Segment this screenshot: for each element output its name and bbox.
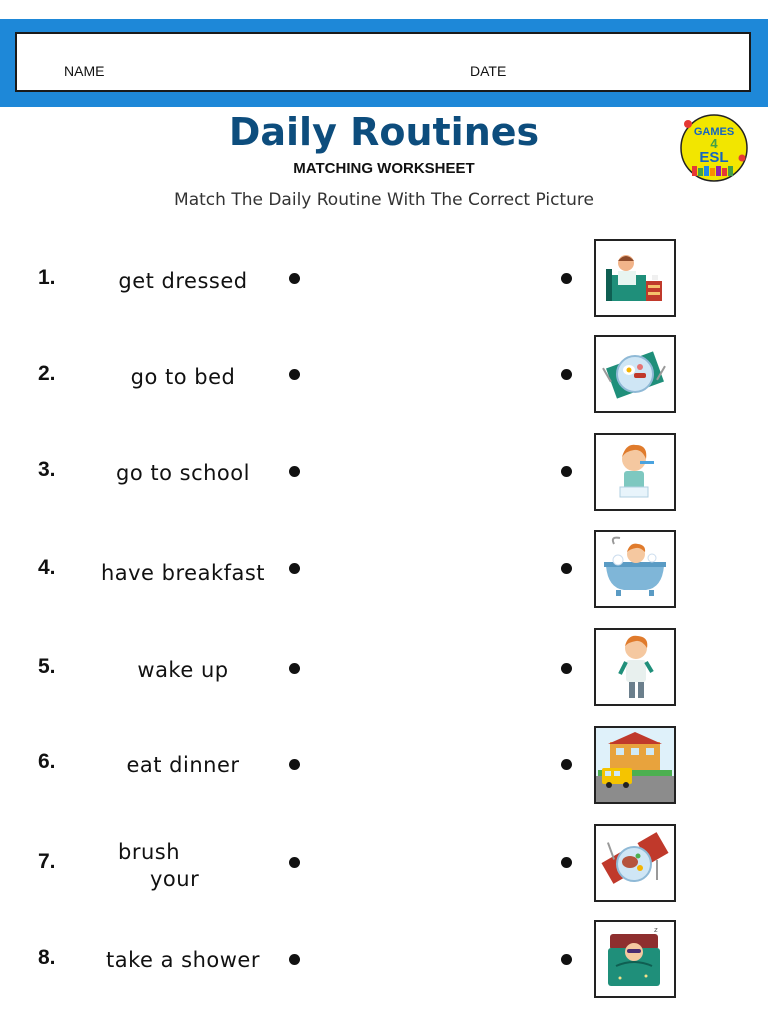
breakfast-plate-icon — [594, 335, 676, 413]
man-in-bed-icon — [594, 239, 676, 317]
dinner-plate-icon — [594, 824, 676, 902]
left-match-dot[interactable] — [289, 954, 300, 965]
name-date-box — [15, 32, 751, 92]
right-match-dot[interactable] — [561, 663, 572, 674]
item-phrase: take a shower — [106, 948, 260, 972]
item-number: 3. — [38, 458, 56, 481]
item-number: 7. — [38, 850, 56, 873]
item-number: 2. — [38, 362, 56, 385]
instructions: Match The Daily Routine With The Correct Picture — [174, 190, 594, 210]
item-number: 4. — [38, 556, 56, 579]
item-phrase-line1: brush — [118, 840, 181, 864]
right-match-dot[interactable] — [561, 369, 572, 380]
date-label: DATE — [470, 63, 507, 79]
boy-getting-dressed-icon — [594, 628, 676, 706]
item-phrase: have breakfast — [100, 561, 266, 585]
games4esl-logo — [678, 114, 750, 182]
item-phrase: wake up — [137, 658, 229, 682]
svg-text:4: 4 — [710, 136, 718, 151]
right-match-dot[interactable] — [561, 563, 572, 574]
svg-text:z: z — [654, 926, 658, 934]
right-match-dot[interactable] — [561, 954, 572, 965]
sleeping-in-bed-icon — [594, 920, 676, 998]
name-label: NAME — [64, 63, 105, 79]
page-title: Daily Routines — [228, 110, 540, 154]
left-match-dot[interactable] — [289, 663, 300, 674]
item-phrase: go to school — [116, 461, 250, 485]
left-match-dot[interactable] — [289, 466, 300, 477]
svg-text:GAMES: GAMES — [693, 126, 735, 138]
item-phrase: go to bed — [130, 365, 236, 389]
item-number: 1. — [38, 266, 56, 289]
left-match-dot[interactable] — [289, 857, 300, 868]
item-number: 6. — [38, 750, 56, 773]
right-match-dot[interactable] — [561, 857, 572, 868]
item-phrase-line2: your — [150, 867, 200, 891]
bath-tub-icon — [594, 530, 676, 608]
right-match-dot[interactable] — [561, 273, 572, 284]
page-subtitle: MATCHING WORKSHEET — [293, 160, 475, 177]
item-number: 8. — [38, 946, 56, 969]
item-number: 5. — [38, 655, 56, 678]
svg-text:ESL: ESL — [699, 149, 729, 166]
right-match-dot[interactable] — [561, 759, 572, 770]
left-match-dot[interactable] — [289, 563, 300, 574]
left-match-dot[interactable] — [289, 273, 300, 284]
school-bus-icon — [594, 726, 676, 804]
boy-brushing-teeth-icon — [594, 433, 676, 511]
right-match-dot[interactable] — [561, 466, 572, 477]
item-phrase: eat dinner — [126, 753, 240, 777]
left-match-dot[interactable] — [289, 759, 300, 770]
left-match-dot[interactable] — [289, 369, 300, 380]
item-phrase: get dressed — [118, 269, 248, 293]
